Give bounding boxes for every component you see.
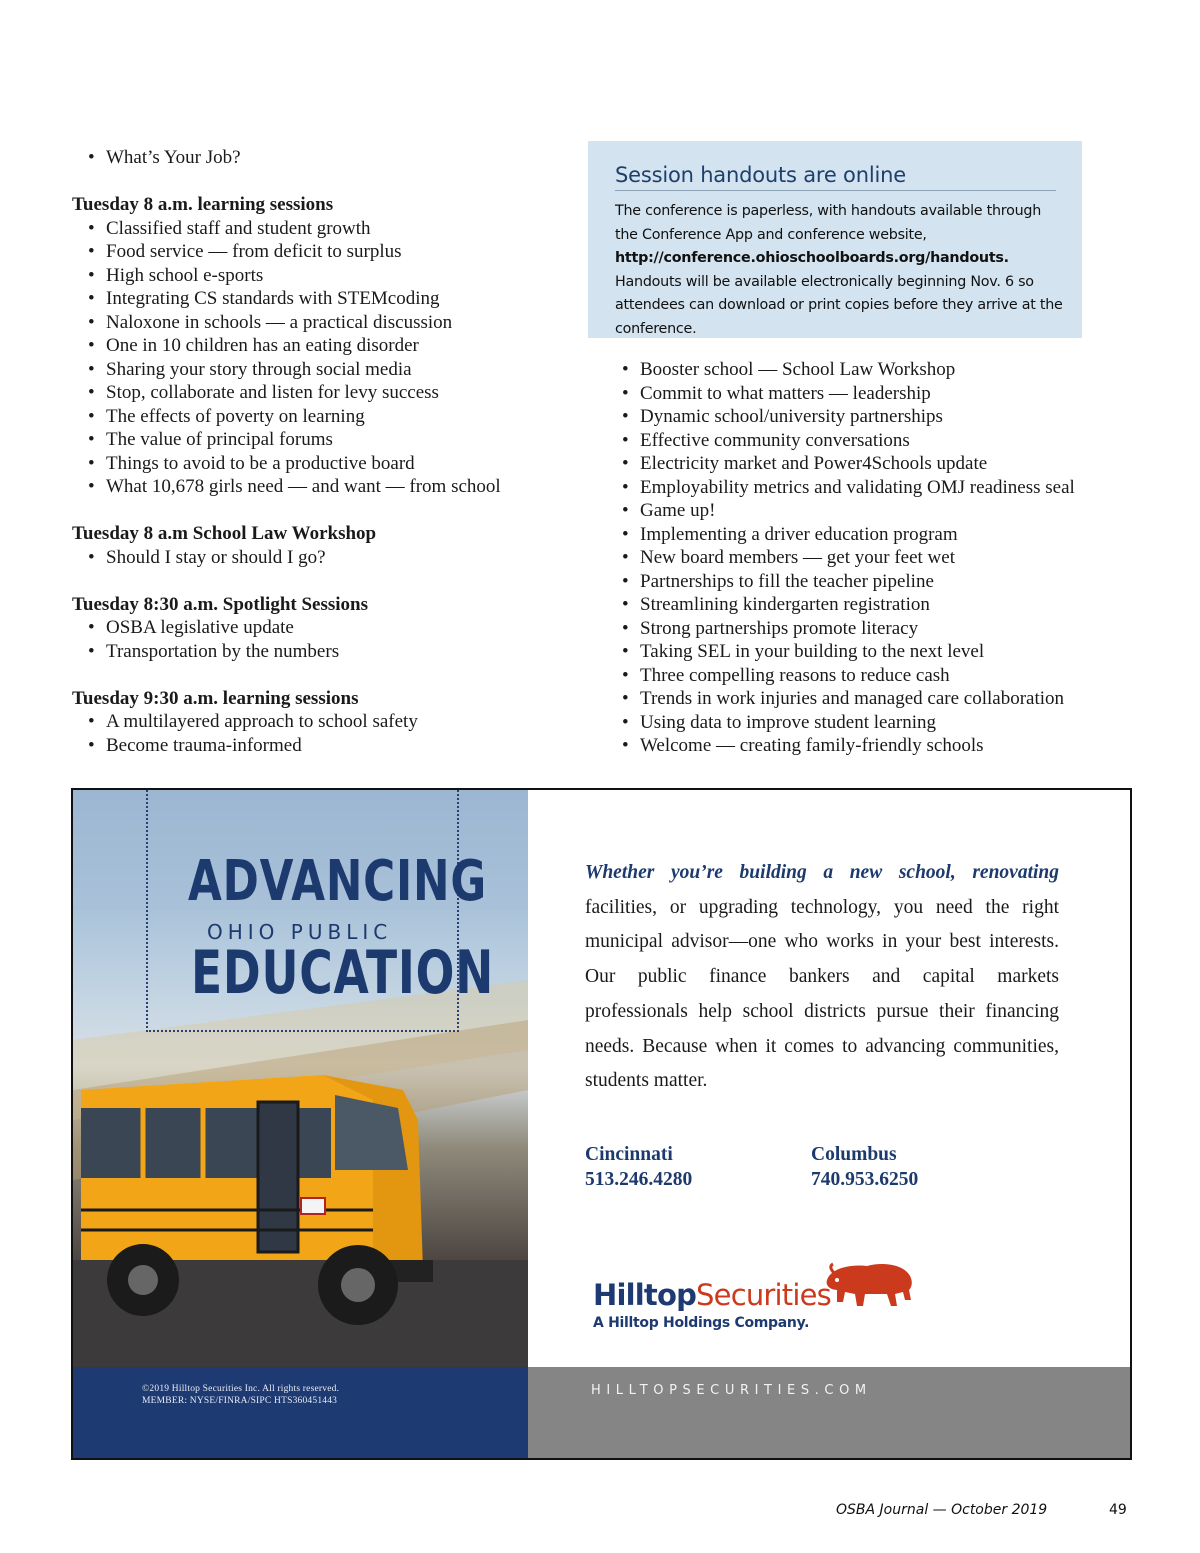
handouts-url-link[interactable]: http://conference.ohioschoolboards.org/handouts.	[615, 250, 1009, 266]
logo-wordmark	[593, 1278, 831, 1312]
section-heading: Tuesday 8 a.m School Law Workshop	[72, 523, 377, 544]
ad-footer-gray	[528, 1367, 1130, 1458]
wheel-hub	[128, 1265, 158, 1295]
list-item: • Should I stay or should I go?	[88, 546, 562, 570]
list-item: • One in 10 children has an eating disorder	[88, 334, 562, 358]
list-item: • High school e-sports	[88, 264, 562, 288]
list-item: • A multilayered approach to school safety	[88, 710, 562, 734]
list-item: • The value of principal forums	[88, 428, 562, 452]
journal-name: OSBA Journal — October 2019	[836, 1502, 1048, 1518]
list-item: • Trends in work injuries and managed care collaboration	[622, 687, 1106, 711]
section-heading: Tuesday 8:30 a.m. Spotlight Sessions	[72, 593, 368, 615]
office-columbus	[811, 1142, 918, 1192]
office-city: Columbus	[811, 1144, 897, 1165]
list-item: • Effective community conversations	[622, 429, 1106, 453]
copyright-line: ©2019 Hilltop Securities Inc. All rights reserved.	[142, 1384, 340, 1394]
list-item: • Partnerships to fill the teacher pipeline	[622, 570, 1106, 594]
list-item: • Things to avoid to be a productive board	[88, 452, 562, 476]
section-heading: Tuesday 9:30 a.m. learning sessions	[72, 687, 359, 709]
logo-tagline: A Hilltop Holdings Company.	[593, 1315, 810, 1331]
list-item: • Classified staff and student growth	[88, 217, 562, 241]
ad-headline-advancing: ADVANCING	[188, 849, 488, 914]
list-item: • Stop, collaborate and listen for levy success	[88, 381, 562, 405]
ad-copy-text: facilities, or upgrading technology, you need the right municipal advisor—one who works in your best interests. Our public finance bankers and capital markets professionals help school districts pursue their financing needs. Because when it comes to advancing communities, students matter.	[585, 896, 1059, 1092]
list-item: • Food service — from deficit to surplus	[88, 240, 562, 264]
session-list	[72, 217, 562, 499]
session-list	[72, 710, 562, 757]
office-cincinnati	[585, 1142, 692, 1192]
list-item: • Become trauma-informed	[88, 734, 562, 758]
intro-list	[72, 146, 562, 170]
ad-copy-lead: Whether you’re building a new school, renovating	[585, 862, 1059, 883]
list-item: • Streamlining kindergarten registration	[622, 593, 1106, 617]
ad-headline-education: EDUCATION	[191, 938, 495, 1008]
hilltop-securities-logo	[593, 1260, 923, 1350]
list-item: • Booster school — School Law Workshop	[622, 358, 1106, 382]
handout-callout-box	[588, 141, 1082, 338]
session-list	[72, 616, 562, 663]
session-list	[72, 546, 562, 570]
copyright-notice	[142, 1384, 339, 1407]
office-phone[interactable]: 513.246.4280	[585, 1169, 693, 1190]
list-item: • Game up!	[622, 499, 1106, 523]
list-item: • What’s Your Job?	[88, 146, 562, 170]
list-item: • Employability metrics and validating OMJ readiness seal	[622, 476, 1106, 500]
list-item: • The effects of poverty on learning	[88, 405, 562, 429]
list-item: • Dynamic school/university partnerships	[622, 405, 1106, 429]
office-city: Cincinnati	[585, 1144, 673, 1165]
page-number: 49	[1109, 1502, 1127, 1518]
right-session-column	[606, 358, 1106, 758]
flag-decal	[301, 1198, 325, 1214]
list-item: • Transportation by the numbers	[88, 640, 562, 664]
logo-wordmark-strong: Hilltop	[593, 1278, 697, 1312]
list-item: • Using data to improve student learning	[622, 711, 1106, 735]
list-item: • Electricity market and Power4Schools update	[622, 452, 1106, 476]
bison-icon	[821, 1260, 917, 1316]
office-phone[interactable]: 740.953.6250	[811, 1169, 919, 1190]
session-list	[606, 358, 1106, 758]
list-item: • OSBA legislative update	[88, 616, 562, 640]
logo-wordmark-light: Securities	[696, 1278, 831, 1312]
list-item: • Three compelling reasons to reduce cash	[622, 664, 1106, 688]
callout-text: Handouts will be available electronically beginning Nov. 6 so attendees can download or print copies before they arrive at the conference.	[615, 273, 1063, 337]
hilltop-advertisement	[71, 788, 1132, 1460]
list-item: • What 10,678 girls need — and want — from school	[88, 475, 562, 499]
website-link[interactable]: HILLTOPSECURITIES.COM	[591, 1383, 872, 1398]
callout-text: The conference is paperless, with handouts available through the Conference App and conference website,	[615, 203, 1042, 243]
section-heading: Tuesday 8 a.m. learning sessions	[72, 194, 334, 215]
list-item: • Naloxone in schools — a practical discussion	[88, 311, 562, 335]
wheel-hub	[341, 1268, 375, 1302]
ad-footer-navy	[73, 1367, 528, 1458]
ad-body-copy	[585, 856, 1059, 1099]
list-item: • Implementing a driver education program	[622, 523, 1106, 547]
list-item: • Commit to what matters — leadership	[622, 382, 1106, 406]
list-item: • Taking SEL in your building to the next level	[622, 640, 1106, 664]
callout-title: Session handouts are online	[615, 163, 1056, 191]
list-item: • Strong partnerships promote literacy	[622, 617, 1106, 641]
list-item: • Sharing your story through social media	[88, 358, 562, 382]
member-line: MEMBER: NYSE/FINRA/SIPC HTS360451443	[142, 1395, 338, 1406]
school-bus-photo	[73, 790, 528, 1367]
list-item: • New board members — get your feet wet	[622, 546, 1106, 570]
list-item: • Integrating CS standards with STEMcoding	[88, 287, 562, 311]
ad-headline-ohio-public: OHIO PUBLIC	[207, 920, 393, 944]
callout-body	[615, 200, 1065, 341]
list-item: • Welcome — creating family-friendly schools	[622, 734, 1106, 758]
left-session-column	[72, 146, 562, 757]
